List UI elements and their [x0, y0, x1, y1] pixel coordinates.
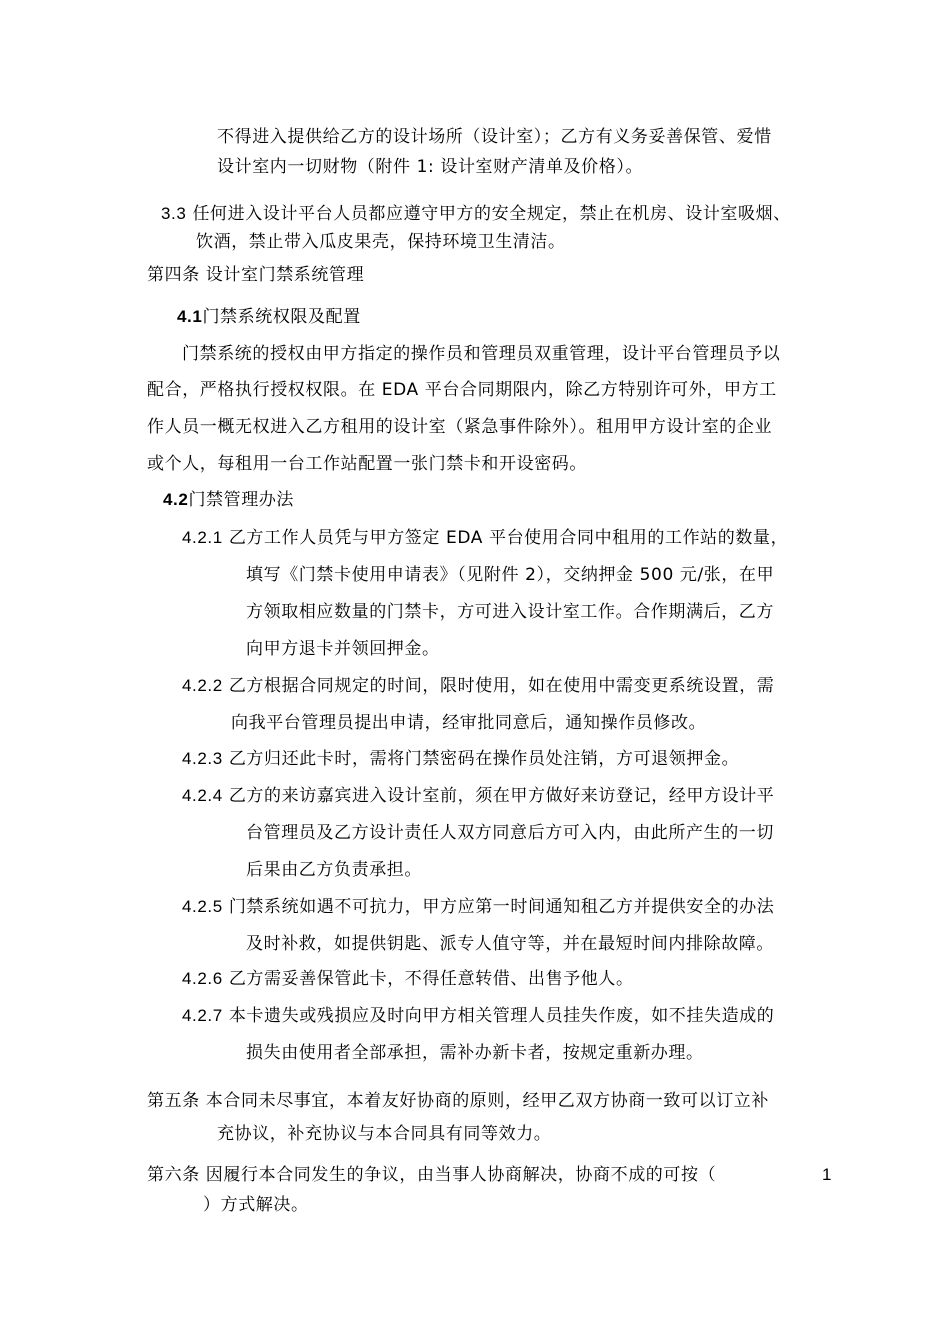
article-6-line-1: 第六条 因履行本合同发生的争议，由当事人协商解决，协商不成的可按（ — [147, 1165, 717, 1185]
item-4-2-6-line-1 — [182, 968, 634, 990]
section-4-1-para-line-2: 配合，严格执行授权权限。在 EDA 平台合同期限内，除乙方特别许可外，甲方工 — [147, 380, 777, 400]
item-4-2-2-line-2: 向我平台管理员提出申请，经审批同意后，通知操作员修改。 — [231, 713, 707, 733]
section-4-1-para-line-4: 或个人，每租用一台工作站配置一张门禁卡和开设密码。 — [147, 454, 587, 474]
item-4-2-5-number: 4.2.5 — [182, 897, 223, 916]
clause-3-3-line-2: 饮酒，禁止带入瓜皮果壳，保持环境卫生清洁。 — [196, 232, 566, 252]
section-4-1-para-line-3: 作人员一概无权进入乙方租用的设计室（紧急事件除外）。租用甲方设计室的企业 — [147, 417, 773, 437]
item-4-2-1-line-2: 填写《门禁卡使用申请表》（见附件 2），交纳押金 500 元/张，在甲 — [246, 565, 775, 585]
item-4-2-1-line-3: 方领取相应数量的门禁卡，方可进入设计室工作。合作期满后，乙方 — [246, 602, 774, 622]
item-4-2-5-line-2: 及时补救，如提供钥匙、派专人值守等，并在最短时间内排除故障。 — [246, 934, 774, 954]
item-4-2-2-text-1: 乙方根据合同规定的时间，限时使用，如在使用中需变更系统设置，需 — [228, 676, 775, 696]
item-4-2-1-number: 4.2.1 — [182, 528, 223, 547]
item-4-2-7-line-2: 损失由使用者全部承担，需补办新卡者，按规定重新办理。 — [246, 1043, 704, 1063]
item-4-2-5-line-1 — [182, 896, 774, 918]
item-4-2-7-line-1 — [182, 1005, 774, 1027]
item-4-2-4-line-2: 台管理员及乙方设计责任人双方同意后方可入内，由此所产生的一切 — [246, 823, 774, 843]
item-4-2-1-text-1: 乙方工作人员凭与甲方签定 EDA 平台使用合同中租用的工作站的数量， — [228, 528, 789, 548]
clause-3-3-line-1 — [161, 203, 791, 225]
item-4-2-3-line-1 — [182, 748, 739, 770]
article-5-line-1: 第五条 本合同未尽事宜，本着友好协商的原则，经甲乙双方协商一致可以订立补 — [147, 1091, 770, 1111]
section-4-1-number: 4.1 — [177, 307, 203, 326]
section-4-2-number: 4.2 — [163, 490, 189, 509]
item-4-2-4-line-3: 后果由乙方负责承担。 — [246, 860, 422, 880]
item-4-2-5-text-1: 门禁系统如遇不可抗力，甲方应第一时间通知租乙方并提供安全的办法 — [228, 897, 775, 917]
clause-3-2-line-2: 设计室内一切财物（附件 1: 设计室财产清单及价格）。 — [217, 157, 644, 177]
item-4-2-1-line-4: 向甲方退卡并领回押金。 — [246, 639, 440, 659]
article-4-title: 第四条 设计室门禁系统管理 — [147, 265, 365, 285]
clause-3-3-text-1: 任何进入设计平台人员都应遵守甲方的安全规定，禁止在机房、设计室吸烟、 — [192, 204, 791, 224]
item-4-2-3-number: 4.2.3 — [182, 749, 223, 768]
article-6-choice-value: 1 — [822, 1165, 833, 1184]
section-4-1-para-line-1: 门禁系统的授权由甲方指定的操作员和管理员双重管理，设计平台管理员予以 — [182, 344, 781, 364]
article-5-line-2: 充协议，补充协议与本合同具有同等效力。 — [217, 1124, 552, 1144]
item-4-2-6-number: 4.2.6 — [182, 969, 223, 988]
section-4-1-title: 门禁系统权限及配置 — [202, 307, 361, 327]
item-4-2-7-number: 4.2.7 — [182, 1006, 223, 1025]
clause-3-3-number: 3.3 — [161, 204, 187, 223]
item-4-2-1-line-1 — [182, 527, 788, 549]
item-4-2-4-line-1 — [182, 785, 774, 807]
item-4-2-4-text-1: 乙方的来访嘉宾进入设计室前，须在甲方做好来访登记，经甲方设计平 — [228, 786, 775, 806]
item-4-2-4-number: 4.2.4 — [182, 786, 223, 805]
item-4-2-3-text-1: 乙方归还此卡时，需将门禁密码在操作员处注销，方可退领押金。 — [228, 749, 740, 769]
item-4-2-6-text-1: 乙方需妥善保管此卡，不得任意转借、出售予他人。 — [228, 969, 634, 989]
section-4-1-heading — [177, 306, 361, 328]
clause-3-2-line-1: 不得进入提供给乙方的设计场所（设计室）；乙方有义务妥善保管、爱惜 — [217, 127, 772, 147]
section-4-2-heading — [163, 489, 294, 511]
item-4-2-2-line-1 — [182, 675, 774, 697]
section-4-2-title: 门禁管理办法 — [188, 490, 295, 510]
item-4-2-2-number: 4.2.2 — [182, 676, 223, 695]
article-6-line-2: ）方式解决。 — [203, 1195, 309, 1215]
item-4-2-7-text-1: 本卡遗失或残损应及时向甲方相关管理人员挂失作废，如不挂失造成的 — [228, 1006, 775, 1026]
